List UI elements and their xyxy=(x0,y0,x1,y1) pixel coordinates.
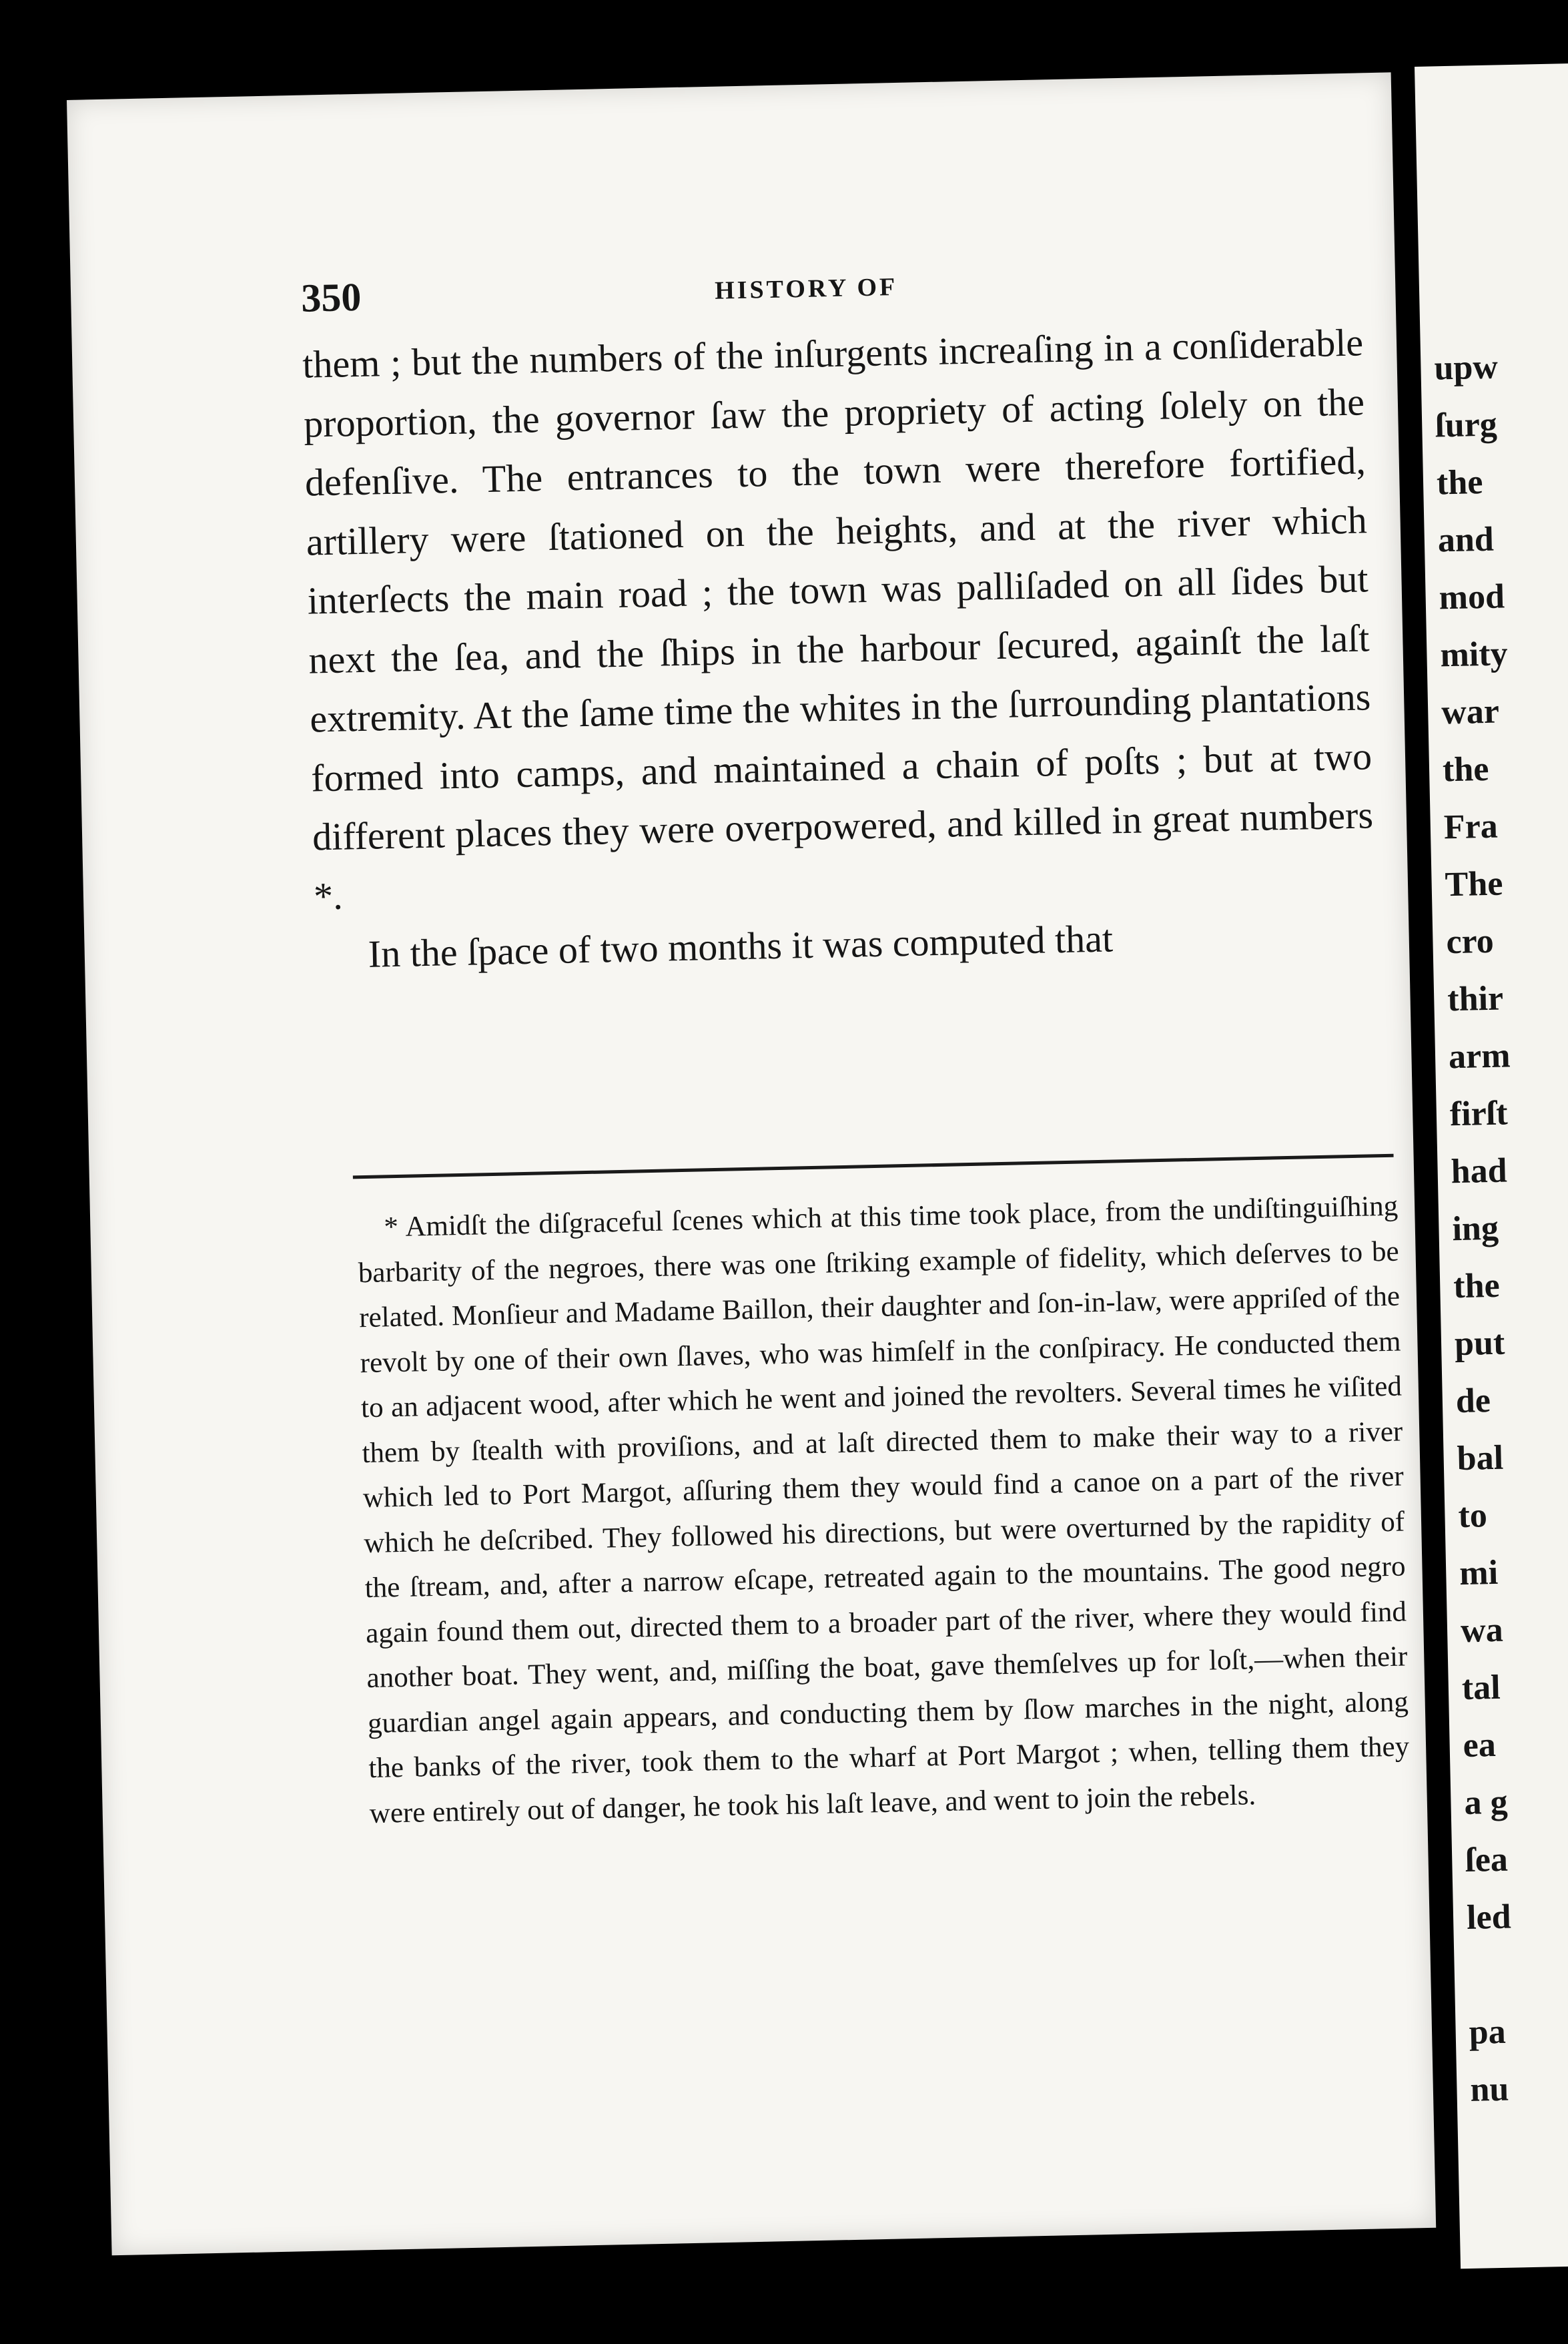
facing-page-line: led xyxy=(1466,1897,1512,1937)
facing-page-line: put xyxy=(1454,1324,1505,1364)
facing-page-line: mity xyxy=(1439,635,1509,675)
paragraph: In the ſpace of two months it was computed that xyxy=(368,916,1114,976)
facing-page-line: mod xyxy=(1439,577,1505,617)
facing-page-line: the xyxy=(1442,750,1489,790)
facing-page-line: arm xyxy=(1448,1037,1511,1077)
running-head: HISTORY OF xyxy=(714,272,898,305)
facing-page-line: ea xyxy=(1463,1726,1497,1765)
facing-page-line: de xyxy=(1455,1382,1491,1421)
facing-page-line: a g xyxy=(1463,1783,1509,1823)
facing-page-line: ſurg xyxy=(1435,405,1498,445)
facing-page-line xyxy=(1467,1944,1568,2004)
footnote-rule xyxy=(353,1154,1394,1179)
page-number: 350 xyxy=(300,274,362,320)
facing-page-line: pa xyxy=(1469,2012,1507,2052)
facing-page-line: bal xyxy=(1457,1438,1504,1478)
facing-page-line: and xyxy=(1437,520,1495,560)
footnote-text: * Amidſt the diſgraceful ſcenes which at this time took place, from the undiſtinguiſhing barbarity of the negroes, there was one ſtriking example of fidelity, which deſerves to be related. Monſieur and Madame Baillon, their daughter and ſon-in-law, were appriſed of the revolt by one of their own ſlaves, who was himſelf in the conſpiracy. He conducted them to an adjacent wood, after which he went and joined the revolters. Several times he viſited them by ſtealth with proviſions, and at laſt directed them to make their way to a river which led to Port Margot, aſſuring them they would find a canoe on a part of the river which he deſcribed. They followed his directions, but were overturned by the rapidity of the ſtream, and, after a narrow eſcape, retreated again to the mountains. The good negro again found them out, directed them to a broader part of the river, where they would find another boat. They went, and, miſſing the boat, gave themſelves up for loſt,—when their guardian angel again appears, and conducting them by ſlow marches in the night, along the banks of the river, took them to the wharf at Port Margot ; when, telling them they were entirely out of danger, he took his laſt leave, and went to join the rebels. xyxy=(358,1190,1410,1829)
facing-page-line: war xyxy=(1441,692,1500,732)
facing-page-line: had xyxy=(1451,1151,1508,1191)
facing-page-line: nu xyxy=(1469,2070,1509,2109)
facing-page-line: ing xyxy=(1451,1209,1499,1249)
facing-page-line: upw xyxy=(1433,348,1499,388)
facing-page xyxy=(1415,63,1568,2269)
facing-page-line: The xyxy=(1445,864,1503,904)
facing-page-line: the xyxy=(1453,1266,1501,1306)
facing-page-line: the xyxy=(1436,463,1483,503)
facing-page-line: wa xyxy=(1460,1610,1504,1651)
book-page xyxy=(67,72,1436,2255)
footnote xyxy=(357,1184,1411,1836)
facing-page-line: cro xyxy=(1445,922,1495,962)
facing-page-line: mi xyxy=(1459,1553,1499,1593)
main-text xyxy=(302,313,1376,985)
facing-page-text xyxy=(1434,336,1568,2118)
facing-page-line: tal xyxy=(1461,1668,1501,1708)
paragraph: them ; but the numbers of the inſurgents increaſing in a conſiderable proportion, the governor ſaw the propriety of acting ſolely on the defenſive. The entrances to the town were therefore fortified, artillery were ſtationed on the heights, and at the river which interſects the main road ; the town was palliſaded on all ſides but next the ſea, and the ſhips in the harbour ſecured, againſt the laſt extremity. At the ſame time the whites in the ſurrounding plantations formed into camps, and maintained a chain of poſts ; but at two different places they were overpowered, and killed in great numbers *. xyxy=(302,320,1374,918)
facing-page-line: to xyxy=(1457,1496,1488,1536)
facing-page-line: thir xyxy=(1447,979,1504,1019)
facing-page-line: Fra xyxy=(1443,807,1499,847)
facing-page-line: ſea xyxy=(1465,1840,1509,1879)
facing-page-line: firſt xyxy=(1449,1094,1509,1134)
